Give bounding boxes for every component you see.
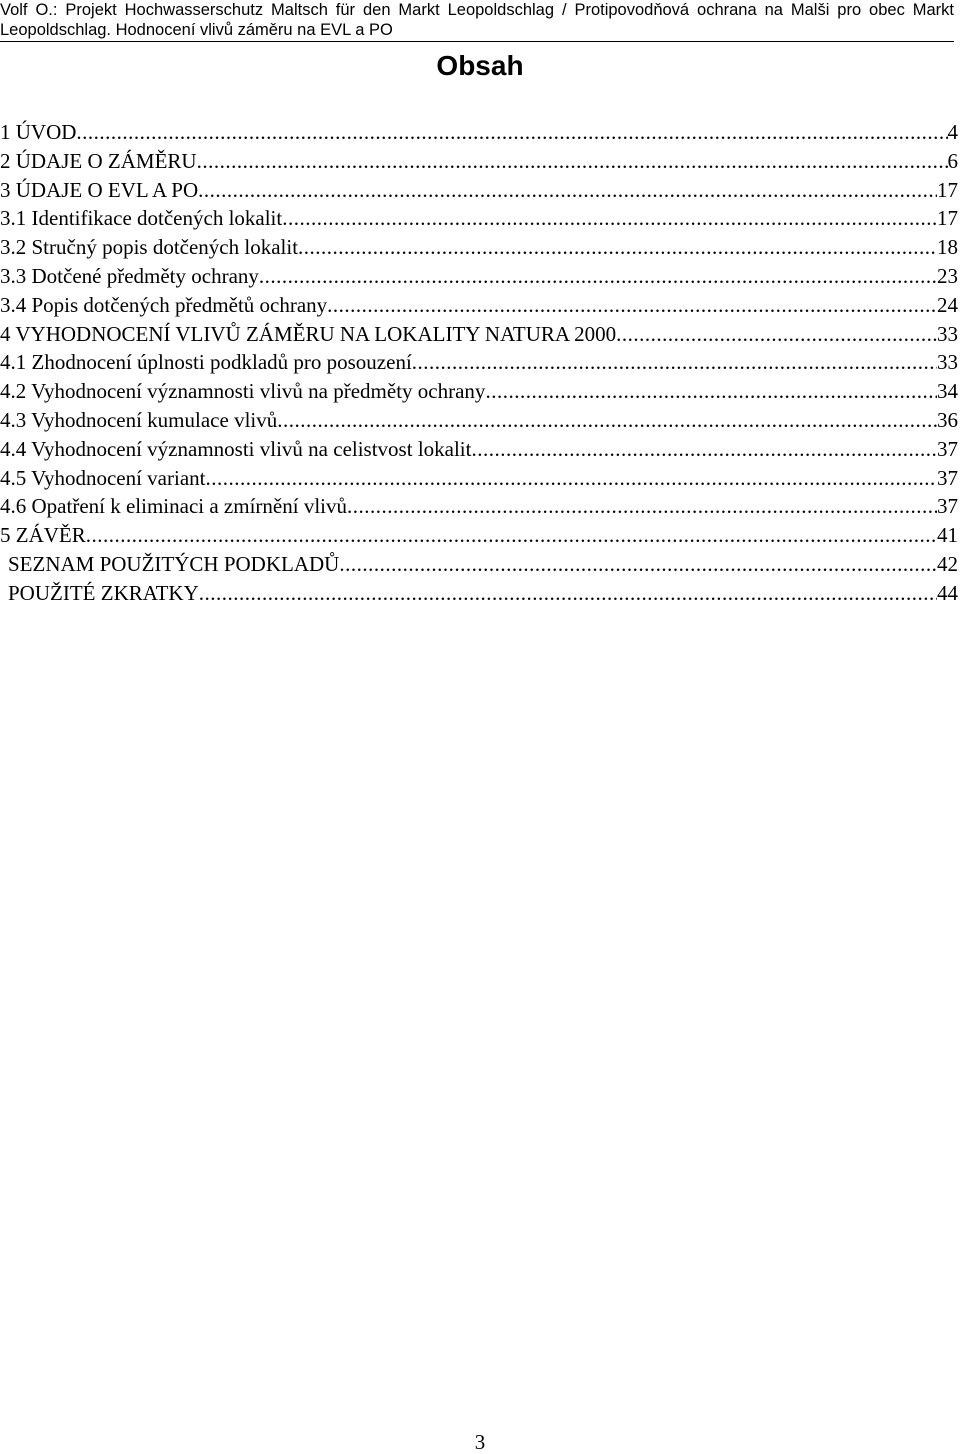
toc-entry-page: 37 [937, 436, 958, 461]
toc-entry-label: 4.4 Vyhodnocení významnosti vlivů na celistvost lokalit [0, 436, 472, 461]
toc-entry-label: POUŽITÉ ZKRATKY [8, 580, 199, 605]
toc-entry-4-3[interactable] [0, 406, 958, 435]
toc-entry-4-5[interactable] [0, 464, 958, 493]
toc-leader-dots [86, 521, 937, 550]
toc-entry-page: 17 [937, 206, 958, 231]
toc-entry-page: 23 [937, 263, 958, 288]
toc-entry-label: 1 ÚVOD [0, 120, 77, 144]
toc-leader-dots [347, 492, 937, 521]
toc-entry-label: 3.1 Identifikace dotčených lokalit [0, 206, 283, 231]
toc-entry-3-1[interactable] [0, 204, 958, 233]
toc-entry-page: 37 [937, 465, 958, 490]
toc-entry-4-2[interactable] [0, 377, 958, 406]
toc-entry-page: 36 [937, 407, 958, 432]
toc-entry-label: 4.2 Vyhodnocení významnosti vlivů na předměty ochrany [0, 379, 486, 404]
toc-entry-label: 3.3 Dotčené předměty ochrany [0, 263, 259, 288]
toc-entry-3-2[interactable] [0, 233, 958, 262]
toc-entry-label: 4 VYHODNOCENÍ VLIVŮ ZÁMĚRU NA LOKALITY NATURA 2000 [0, 321, 617, 346]
toc-leader-dots [76, 118, 947, 147]
toc-entry-page: 33 [937, 321, 958, 346]
toc-entry-label: 4.6 Opatření k eliminaci a zmírnění vlivů [0, 494, 347, 519]
toc-entry-page: 44 [937, 580, 958, 605]
toc-entry-seznam-podkladu[interactable] [0, 550, 958, 579]
toc-entry-3-4[interactable] [0, 291, 958, 320]
toc-entry-label: 3 ÚDAJE O EVL A PO [0, 177, 199, 202]
toc-entry-page: 24 [937, 292, 958, 317]
toc-entry-page: 18 [937, 235, 958, 260]
toc-entry-page: 41 [937, 523, 958, 548]
toc-entry-label: 4.3 Vyhodnocení kumulace vlivů [0, 407, 278, 432]
toc-leader-dots [277, 406, 937, 435]
toc-entry-4-4[interactable] [0, 435, 958, 464]
toc-leader-dots [412, 348, 937, 377]
toc-entry-uvod[interactable] [0, 118, 958, 147]
toc-entry-label: 2 ÚDAJE O ZÁMĚRU [0, 148, 197, 173]
toc-leader-dots [339, 550, 937, 579]
toc-entry-label: 3.2 Stručný popis dotčených lokalit [0, 235, 299, 260]
toc-entry-label: 5 ZÁVĚR [0, 523, 86, 548]
toc-entry-label: 4.5 Vyhodnocení variant [0, 465, 206, 490]
toc-entry-4-1[interactable] [0, 348, 958, 377]
toc-leader-dots [259, 262, 937, 291]
toc-entry-label: 3.4 Popis dotčených předmětů ochrany [0, 292, 328, 317]
toc-entry-label: 4.1 Zhodnocení úplnosti podkladů pro posouzení [0, 350, 412, 375]
toc-entry-page: 42 [937, 551, 958, 576]
toc-leader-dots [282, 204, 937, 233]
toc-leader-dots [471, 435, 937, 464]
toc-entry-udaje-o-evl-a-po[interactable] [0, 176, 958, 205]
running-header-text: Volf O.: Projekt Hochwasserschutz Maltsch für den Markt Leopoldschlag / Protipovodňová ochrana na Malši pro obec Markt Leopoldschlag. Hodnocení vlivů záměru na EVL a PO [0, 1, 954, 39]
toc-leader-dots [616, 320, 937, 349]
toc-entry-page: 6 [947, 148, 958, 173]
toc-entry-zaver[interactable] [0, 521, 958, 550]
toc-leader-dots [298, 233, 937, 262]
toc-entry-vyhodnoceni-vlivu[interactable] [0, 320, 958, 349]
toc-leader-dots [206, 464, 938, 493]
page-number: 3 [474, 1430, 486, 1454]
toc-leader-dots [197, 147, 948, 176]
toc-leader-dots [198, 176, 937, 205]
page-title: Obsah [436, 50, 524, 81]
toc-entry-zkratky[interactable] [0, 579, 958, 608]
toc-entry-page: 4 [947, 120, 958, 144]
toc-entry-page: 34 [937, 379, 958, 404]
toc-entry-label: SEZNAM POUŽITÝCH PODKLADŮ [8, 551, 340, 576]
toc-leader-dots [485, 377, 937, 406]
toc-entry-3-3[interactable] [0, 262, 958, 291]
toc-leader-dots [199, 579, 937, 608]
toc-leader-dots [327, 291, 937, 320]
toc-entry-4-6[interactable] [0, 492, 958, 521]
toc-entry-page: 33 [937, 350, 958, 375]
toc-entry-udaje-o-zameru[interactable] [0, 147, 958, 176]
toc-entry-page: 17 [937, 177, 958, 202]
running-header [0, 0, 954, 42]
toc-entry-page: 37 [937, 494, 958, 519]
table-of-contents [0, 118, 958, 608]
